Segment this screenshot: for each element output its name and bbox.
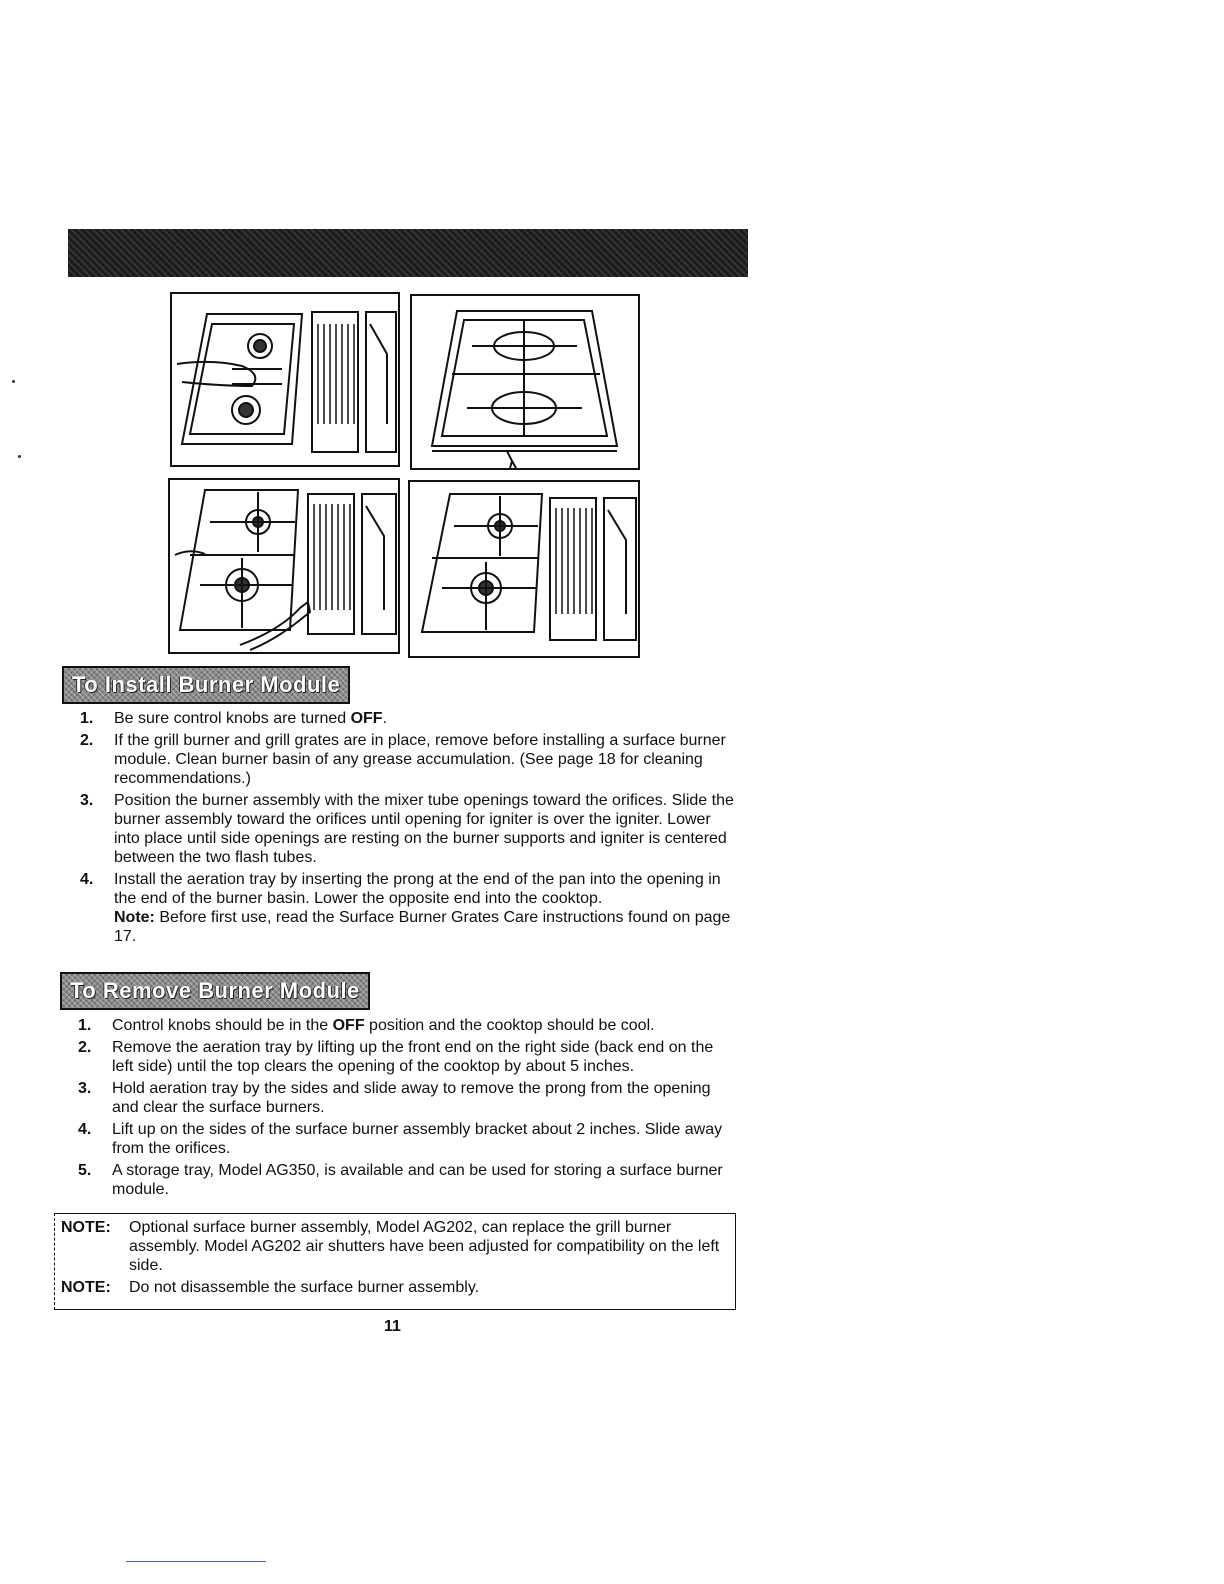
scan-speck [12, 380, 15, 383]
section-header-bar [68, 229, 748, 277]
figure-burner-assembly-insert [170, 292, 400, 467]
remove-steps-list [78, 1016, 738, 1202]
install-note-text: Before first use, read the Surface Burner Grates Care instructions found on page 17. [114, 909, 731, 945]
install-steps-list [80, 709, 740, 949]
remove-heading: To Remove Burner Module [60, 972, 370, 1010]
install-step-1: 1. Be sure control knobs are turned OFF. [80, 710, 388, 727]
illustration-grates [412, 296, 638, 468]
remove-step-1: 1. Control knobs should be in the OFF position and the cooktop should be cool. [78, 1017, 655, 1034]
figure-grates-top-view [410, 294, 640, 470]
remove-step-5: 5. A storage tray, Model AG350, is available and can be used for storing a surface burner module. [78, 1162, 723, 1198]
illustration-burner-assembly [172, 294, 398, 465]
bottom-rule [126, 1561, 266, 1562]
note-row-2: NOTE: Do not disassemble the surface burner assembly. [61, 1279, 480, 1296]
remove-step-3: 3. Hold aeration tray by the sides and slide away to remove the prong from the opening and clear the surface burners. [78, 1080, 711, 1116]
illustration-grate-install [170, 480, 398, 652]
install-step-3: 3. Position the burner assembly with the mixer tube openings toward the orifices. Slide the burner assembly toward the orifices until opening for igniter is over the igniter. Lower into place until side openings are resting on the burner supports and igniter is centered between the two flash tubes. [80, 792, 734, 866]
figure-grate-install-hand [168, 478, 400, 654]
remove-step-2: 2. Remove the aeration tray by lifting up the front end on the right side (back end on the left side) until the top clears the opening of the cooktop by about 5 inches. [78, 1039, 714, 1075]
figure-installed-module [408, 480, 640, 658]
install-step-2: 2. If the grill burner and grill grates are in place, remove before installing a surface burner module. Clean burner basin of any grease accumulation. (See page 18 for cleaning recommendations.) [80, 732, 726, 787]
install-note-label: Note: [114, 909, 155, 926]
install-step-4: 4. Install the aeration tray by inserting the prong at the end of the pan into the opening in the end of the burner basin. Lower the opposite end into the cooktop. Note: Before first use, read the Surface Burner Grates Care instructions found on page 17. [80, 871, 731, 945]
remove-step-4: 4. Lift up on the sides of the surface burner assembly bracket about 2 inches. Slide away from the orifices. [78, 1121, 723, 1157]
note-row-1: NOTE: Optional surface burner assembly, Model AG202, can replace the grill burner assembly. Model AG202 air shutters have been adjusted for compatibility on the left side. [61, 1219, 720, 1274]
scan-speck [18, 455, 21, 458]
illustration-installed-module [410, 482, 638, 656]
install-heading: To Install Burner Module [62, 666, 350, 704]
notes-box [54, 1213, 736, 1310]
page-number: 11 [384, 1318, 401, 1335]
